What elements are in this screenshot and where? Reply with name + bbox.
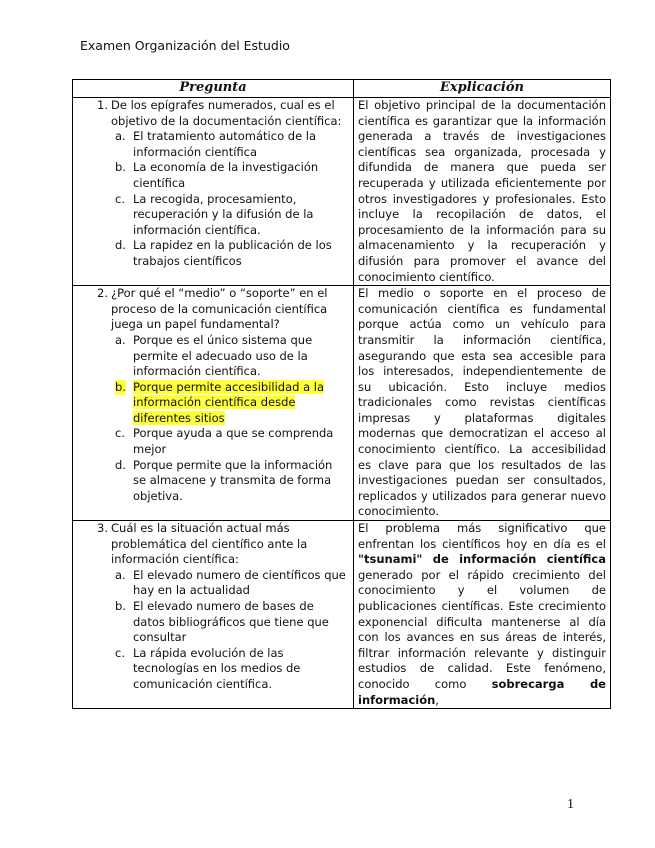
- option-text: La economía de la investigación científica: [133, 160, 319, 190]
- table-row: [73, 521, 611, 709]
- bold-term: sobrecarga de información: [358, 676, 606, 707]
- exam-table: [72, 79, 611, 709]
- option-text: El elevado numero de científicos que hay en la actualidad: [133, 567, 346, 598]
- bold-term: "tsunami" de información científica: [358, 552, 606, 567]
- option-letter: b.: [115, 599, 126, 613]
- highlighted-answer-text: Porque permite accesibilidad a la información científica desde diferentes sitios: [133, 379, 325, 425]
- option-letter: a.: [115, 567, 126, 582]
- explanation-text: El problema más significativo que enfrentan los científicos hoy en día es el: [358, 521, 606, 551]
- column-header-question: Pregunta: [73, 80, 354, 98]
- option-letter: d.: [115, 238, 126, 253]
- option-item: [115, 568, 349, 599]
- option-text: La rapidez en la publicación de los trabajos científicos: [133, 238, 332, 268]
- question-text-block: [77, 286, 349, 333]
- option-text: Porque es el único sistema que permite el adecuado uso de la información científica.: [133, 332, 313, 379]
- option-list: [77, 129, 349, 269]
- option-item: [115, 160, 349, 191]
- option-item: [115, 599, 349, 646]
- option-item: [115, 333, 349, 380]
- question-text-block: [77, 521, 349, 568]
- option-item: [115, 129, 349, 160]
- question-cell: [73, 286, 354, 521]
- explanation-cell: El medio o soporte en el proceso de comunicación científica es fundamental porque actúa como un vehículo para transmitir la información científica, asegurando que esta sea accesible para los interesados, independientemente de su ubicación. Esto incluye medios tradicionales como revistas científicas impresas y plataformas digitales modernas que democratizan el acceso al conocimiento científico. La accesibilidad es clave para que los resultados de las investigaciones puedan ser consultados, replicados y utilizados para generar nuevo conocimiento.: [354, 286, 611, 521]
- question-number: 2.: [97, 286, 108, 301]
- option-item: [115, 458, 349, 505]
- question-text-block: [77, 98, 349, 129]
- explanation-text: generado por el rápido crecimiento del conocimiento y el volumen de publicaciones científicas. Este crecimiento exponencial dificulta mantenerse al día con los avances en sus áreas de interés, filtrar información relevante y distinguir estudios de calidad. Este fenómeno, conocido como: [358, 567, 606, 691]
- option-text: La rápida evolución de las tecnologías en los medios de comunicación científica.: [133, 645, 301, 691]
- option-text: Porque ayuda a que se comprenda mejor: [133, 426, 334, 457]
- option-letter: a.: [115, 332, 126, 347]
- option-letter: c.: [115, 645, 125, 660]
- question-number: 1.: [97, 98, 108, 112]
- option-text: Porque permite que la información se almacene y transmita de forma objetiva.: [133, 457, 333, 503]
- question-cell: [73, 521, 354, 709]
- table-header-row: [73, 80, 611, 98]
- page-number: 1: [567, 797, 574, 812]
- option-letter: b.: [115, 160, 126, 175]
- document-title: Examen Organización del Estudio: [80, 38, 290, 53]
- option-list: [77, 333, 349, 505]
- option-text: La recogida, procesamiento, recuperación y la difusión de la información científica.: [133, 191, 314, 237]
- question-text: Cuál es la situación actual más problemática del científico ante la información científica:: [111, 521, 308, 567]
- option-item: [115, 192, 349, 239]
- question-text: De los epígrafes numerados, cual es el objetivo de la documentación científica:: [111, 98, 342, 128]
- explanation-cell: [354, 521, 611, 709]
- table-row: [73, 286, 611, 521]
- column-header-explanation: Explicación: [354, 80, 611, 98]
- question-text: ¿Por qué el “medio” o “soporte” en el proceso de la comunicación científica juega un papel fundamental?: [111, 286, 328, 332]
- explanation-text: ,: [435, 692, 439, 707]
- option-text: El elevado numero de bases de datos bibliográficos que tiene que consultar: [133, 599, 329, 645]
- option-list: [77, 568, 349, 693]
- option-text: El tratamiento automático de la información científica: [133, 129, 317, 159]
- table-row: [73, 98, 611, 286]
- option-item-highlighted: [115, 380, 349, 427]
- explanation-cell: El objetivo principal de la documentación científica es garantizar que la información generada a través de investigaciones científicas sea organizada, procesada y difundida de manera que pueda ser recuperada y utilizada eficientemente por otros investigadores y profesionales. Esto incluye la recopilación de datos, el procesamiento de la información para su almacenamiento y la recuperación y difusión para promover el avance del conocimiento científico.: [354, 98, 611, 286]
- option-letter: c.: [115, 426, 125, 441]
- option-item: [115, 426, 349, 457]
- question-number: 3.: [97, 521, 108, 536]
- option-letter: b.: [115, 379, 126, 394]
- option-item: [115, 238, 349, 269]
- question-cell: [73, 98, 354, 286]
- option-letter: c.: [115, 191, 125, 206]
- option-item: [115, 646, 349, 693]
- option-letter: a.: [115, 129, 126, 144]
- option-letter: d.: [115, 457, 126, 472]
